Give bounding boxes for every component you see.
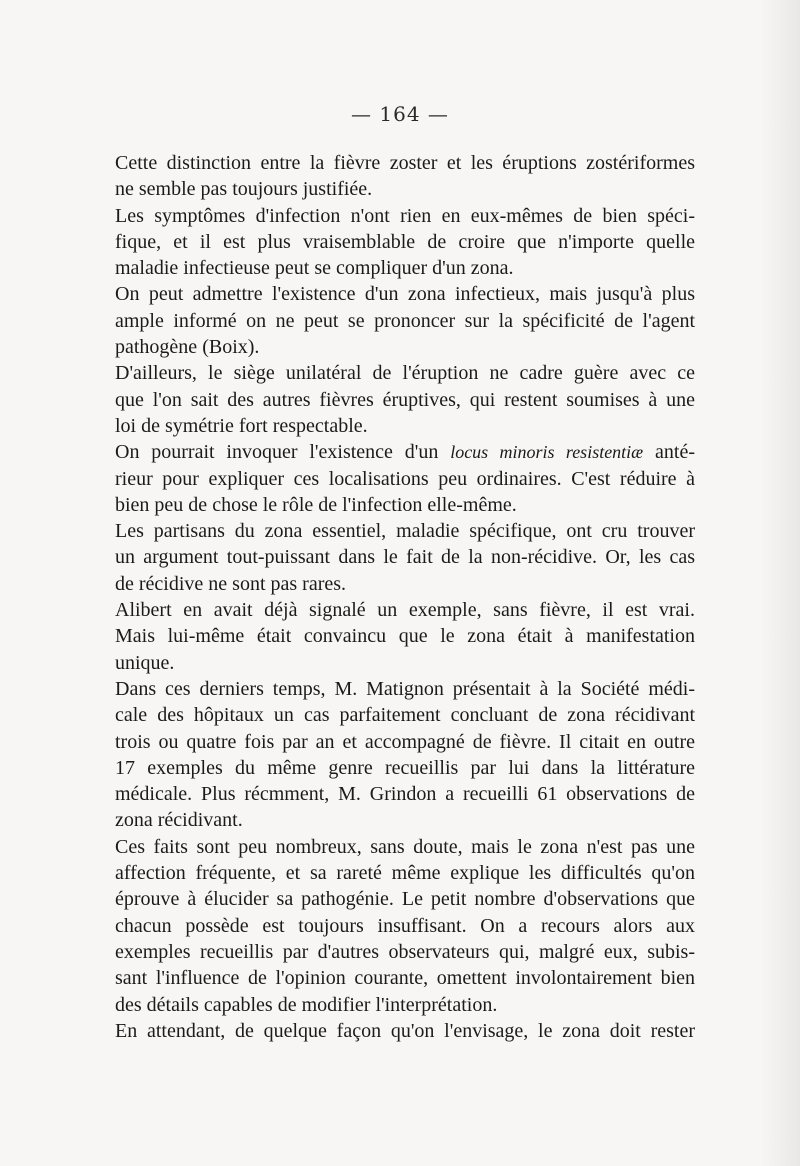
- latin-phrase: locus minoris resistentiæ: [450, 442, 644, 463]
- paragraph: [94, 518, 695, 597]
- text-line: ample informé on ne peut se prononcer sur la spécificité de l'agent: [115, 309, 695, 332]
- text-line: maladie infectieuse peut se compliquer d'un zona.: [115, 257, 514, 280]
- text-line: loi de symétrie fort respectable.: [115, 414, 368, 437]
- text-line: rieur pour expliquer ces localisations peu ordinaires. C'est réduire à: [115, 467, 695, 490]
- text-line: pathogène (Boix).: [115, 336, 260, 359]
- text-line: zona récidivant.: [115, 809, 243, 832]
- text-line: Dans ces derniers temps, M. Matignon présentait à la Société médi-: [115, 677, 695, 700]
- paragraph: [94, 439, 695, 518]
- text-line: sant l'influence de l'opinion courante, omettent involontairement bien: [115, 967, 695, 990]
- text-line: [94, 439, 695, 465]
- text-line: Mais lui-même était convaincu que le zona était à manifestation: [115, 625, 695, 648]
- text-line: unique.: [115, 651, 175, 674]
- text-line: ne semble pas toujours justifiée.: [115, 178, 373, 201]
- text-line: 17 exemples du même genre recueillis par lui dans la littérature: [115, 756, 695, 779]
- text-line: des détails capables de modifier l'interprétation.: [115, 993, 498, 1016]
- page-edge-shadow: [760, 0, 800, 1166]
- text-line: affection fréquente, et sa rareté même explique les difficultés qu'on: [115, 862, 695, 885]
- paragraph: [94, 676, 695, 834]
- text-line: Les partisans du zona essentiel, maladie spécifique, ont cru trouver: [115, 520, 695, 543]
- paragraph: [94, 834, 695, 1018]
- text-line: En attendant, de quelque façon qu'on l'envisage, le zona doit rester: [115, 1019, 695, 1042]
- text-line: fique, et il est plus vraisemblable de croire que n'importe quelle: [115, 230, 695, 253]
- text-run: anté-: [655, 441, 696, 464]
- text-line: que l'on sait des autres fièvres éruptives, qui restent soumises à une: [115, 388, 695, 411]
- paragraph: [94, 281, 695, 360]
- text-run: On pourrait invoquer l'existence d'un: [115, 441, 439, 464]
- text-line: éprouve à élucider sa pathogénie. Le petit nombre d'observations que: [115, 888, 695, 911]
- body-text: [94, 150, 695, 1044]
- text-line: Ces faits sont peu nombreux, sans doute, mais le zona n'est pas une: [115, 835, 695, 858]
- text-line: cale des hôpitaux un cas parfaitement concluant de zona récidivant: [115, 704, 695, 727]
- text-line: Cette distinction entre la fièvre zoster et les éruptions zostériformes: [115, 152, 695, 174]
- paragraph: [94, 1018, 695, 1044]
- text-line: D'ailleurs, le siège unilatéral de l'éruption ne cadre guère avec ce: [115, 362, 695, 385]
- text-line: On peut admettre l'existence d'un zona infectieux, mais jusqu'à plus: [115, 283, 695, 306]
- paragraph: [94, 150, 695, 203]
- paragraph: [94, 597, 695, 676]
- text-line: Les symptômes d'infection n'ont rien en eux-mêmes de bien spéci-: [115, 204, 695, 227]
- text-line: un argument tout-puissant dans le fait de la non-récidive. Or, les cas: [115, 546, 695, 569]
- text-line: médicale. Plus récmment, M. Grindon a recueilli 61 observations de: [115, 783, 695, 806]
- text-line: de récidive ne sont pas rares.: [115, 572, 347, 595]
- text-line: chacun possède est toujours insuffisant. On a recours alors aux: [115, 914, 695, 937]
- paragraph: [94, 360, 695, 439]
- text-line: Alibert en avait déjà signalé un exemple, sans fièvre, il est vrai.: [115, 599, 695, 622]
- text-line: bien peu de chose le rôle de l'infection elle-même.: [115, 493, 517, 516]
- text-line: trois ou quatre fois par an et accompagné de fièvre. Il citait en outre: [115, 730, 695, 753]
- page-number: — 164 —: [351, 102, 449, 126]
- text-line: exemples recueillis par d'autres observateurs qui, malgré eux, subis-: [115, 940, 695, 963]
- paragraph: [94, 203, 695, 282]
